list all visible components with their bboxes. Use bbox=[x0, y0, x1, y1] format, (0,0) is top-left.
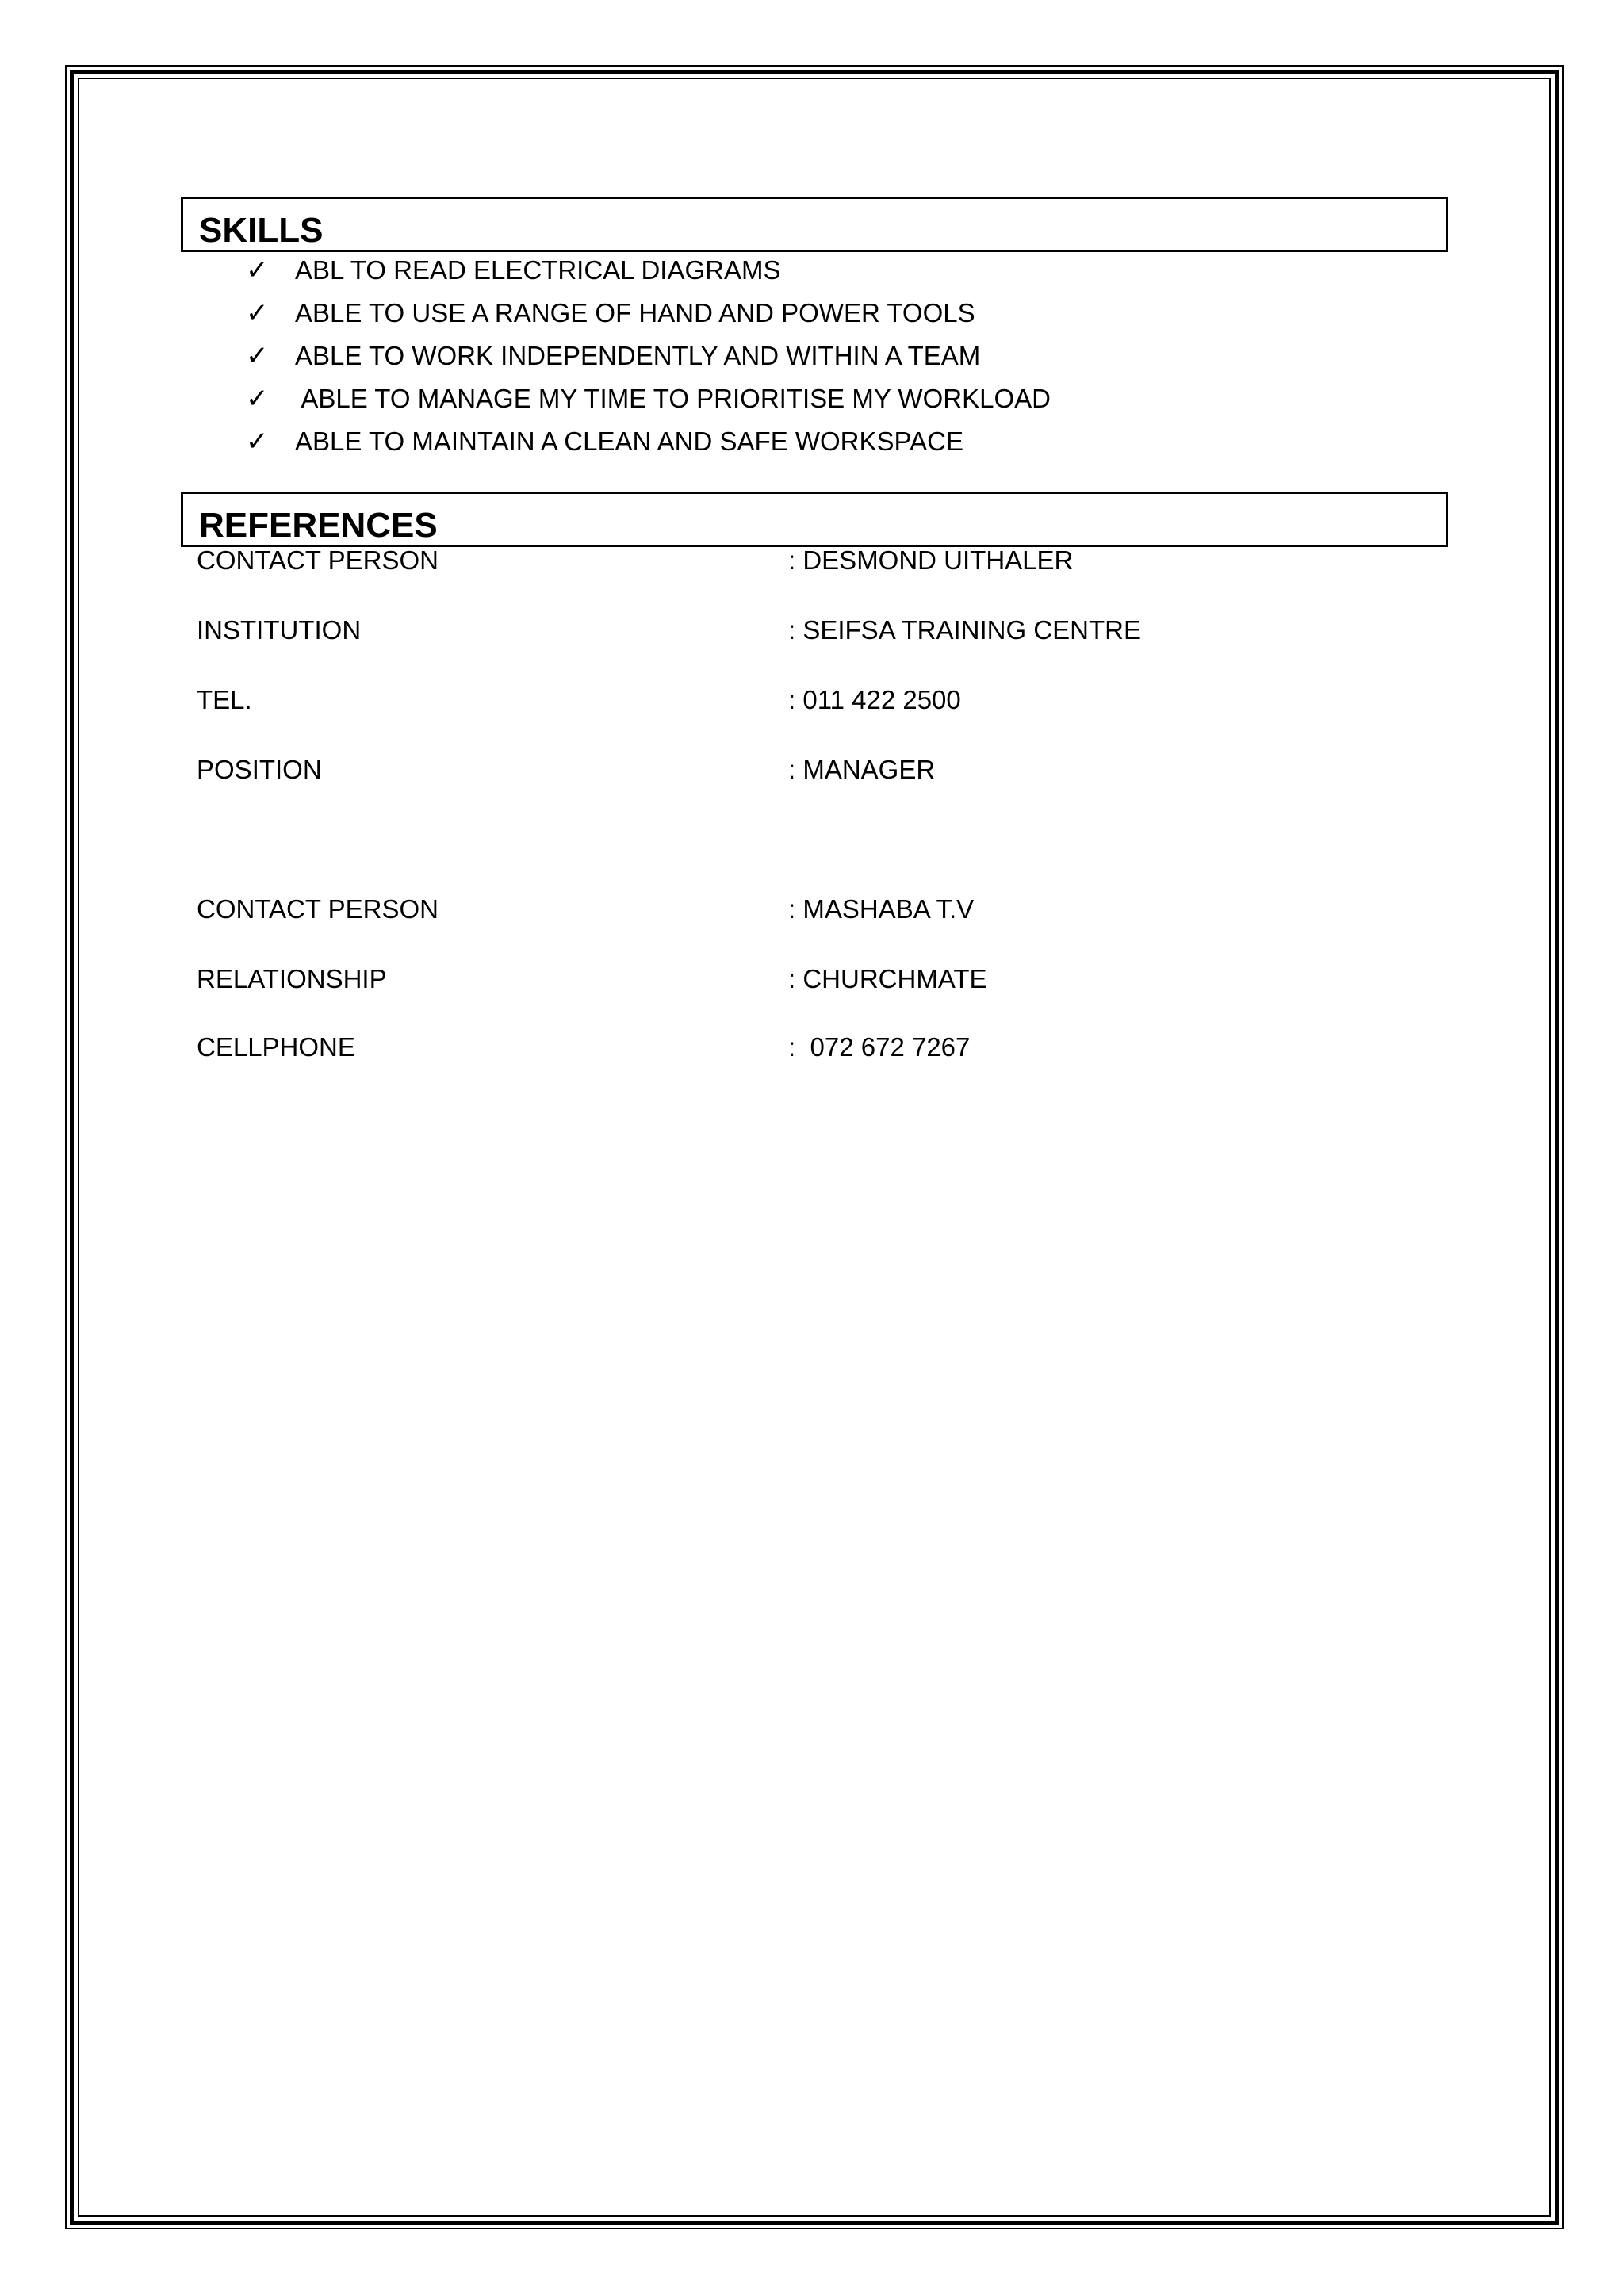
reference-label: CONTACT PERSON bbox=[197, 894, 439, 924]
checkmark-icon: ✓ bbox=[246, 341, 269, 371]
reference-label: CELLPHONE bbox=[197, 1032, 355, 1062]
checkmark-icon: ✓ bbox=[246, 384, 269, 414]
checkmark-icon: ✓ bbox=[246, 255, 269, 285]
skill-label: ABLE TO USE A RANGE OF HAND AND POWER TOOLS bbox=[295, 298, 975, 327]
reference-value: : MANAGER bbox=[788, 755, 936, 784]
checkmark-icon: ✓ bbox=[246, 298, 269, 328]
reference-label: TEL. bbox=[197, 685, 252, 714]
skill-item bbox=[246, 335, 1051, 377]
reference-value: : 072 672 7267 bbox=[788, 1032, 971, 1062]
reference-value: : 011 422 2500 bbox=[788, 685, 961, 714]
skill-label: ABLE TO MANAGE MY TIME TO PRIORITISE MY WORKLOAD bbox=[295, 384, 1051, 413]
skills-list bbox=[246, 249, 1051, 463]
skill-label: ABLE TO MAINTAIN A CLEAN AND SAFE WORKSPACE bbox=[295, 427, 963, 456]
references-heading: REFERENCES bbox=[181, 492, 1448, 547]
reference-label: POSITION bbox=[197, 755, 322, 784]
reference-value: : SEIFSA TRAINING CENTRE bbox=[788, 615, 1141, 645]
skills-heading: SKILLS bbox=[181, 197, 1448, 252]
skill-label: ABL TO READ ELECTRICAL DIAGRAMS bbox=[295, 255, 781, 285]
reference-value: : DESMOND UITHALER bbox=[788, 545, 1074, 575]
skill-label: ABLE TO WORK INDEPENDENTLY AND WITHIN A TEAM bbox=[295, 341, 981, 370]
reference-label: INSTITUTION bbox=[197, 615, 362, 645]
reference-label: RELATIONSHIP bbox=[197, 964, 387, 993]
skill-item bbox=[246, 249, 1051, 292]
checkmark-icon: ✓ bbox=[246, 427, 269, 457]
skill-item bbox=[246, 377, 1051, 420]
reference-value: : MASHABA T.V bbox=[788, 894, 975, 924]
skill-item bbox=[246, 292, 1051, 335]
skill-item bbox=[246, 420, 1051, 463]
reference-value: : CHURCHMATE bbox=[788, 964, 987, 993]
reference-label: CONTACT PERSON bbox=[197, 545, 439, 575]
